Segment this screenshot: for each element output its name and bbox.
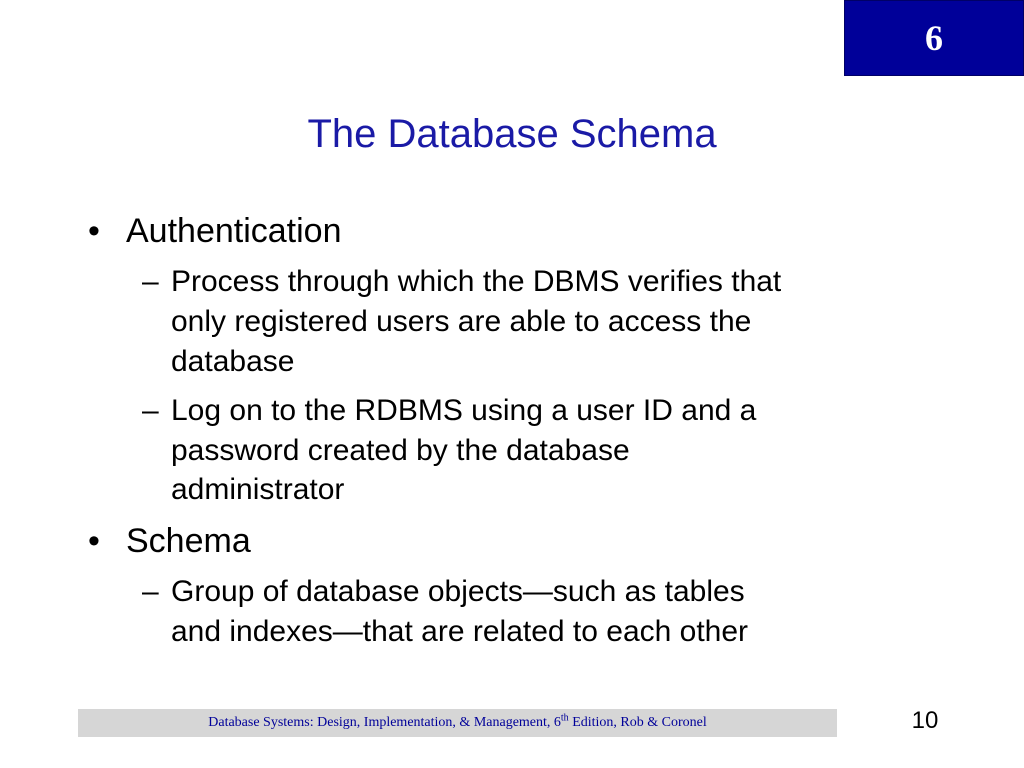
bullet-authentication: Authentication <box>126 212 342 250</box>
bullet-icon: • <box>88 522 100 560</box>
sub-item-line: database <box>171 345 295 378</box>
sub-item-line: Group of database objects—such as tables <box>171 575 745 608</box>
sub-item-line: Log on to the RDBMS using a user ID and a <box>171 394 757 427</box>
dash-icon: – <box>142 265 159 298</box>
sub-item-line: password created by the database <box>171 434 630 467</box>
footer-citation <box>208 712 707 731</box>
sub-item-line: administrator <box>171 473 345 506</box>
dash-icon: – <box>142 394 159 427</box>
page-number: 10 <box>911 707 939 734</box>
sub-item-line: and indexes—that are related to each other <box>171 615 749 648</box>
footer-citation-bar <box>78 709 837 737</box>
footer-superscript: th <box>560 712 569 724</box>
sub-item-line: only registered users are able to access the <box>171 305 752 338</box>
dash-icon: – <box>142 575 159 608</box>
footer-text-tail: Edition, Rob & Coronel <box>568 715 707 730</box>
bullet-schema: Schema <box>126 522 251 560</box>
chapter-number: 6 <box>925 18 943 58</box>
sub-item-line: Process through which the DBMS verifies that <box>171 265 782 298</box>
footer-text-main: Database Systems: Design, Implementation, & Management, 6 <box>208 715 561 730</box>
slide-title: The Database Schema <box>307 112 717 156</box>
bullet-icon: • <box>88 212 100 250</box>
